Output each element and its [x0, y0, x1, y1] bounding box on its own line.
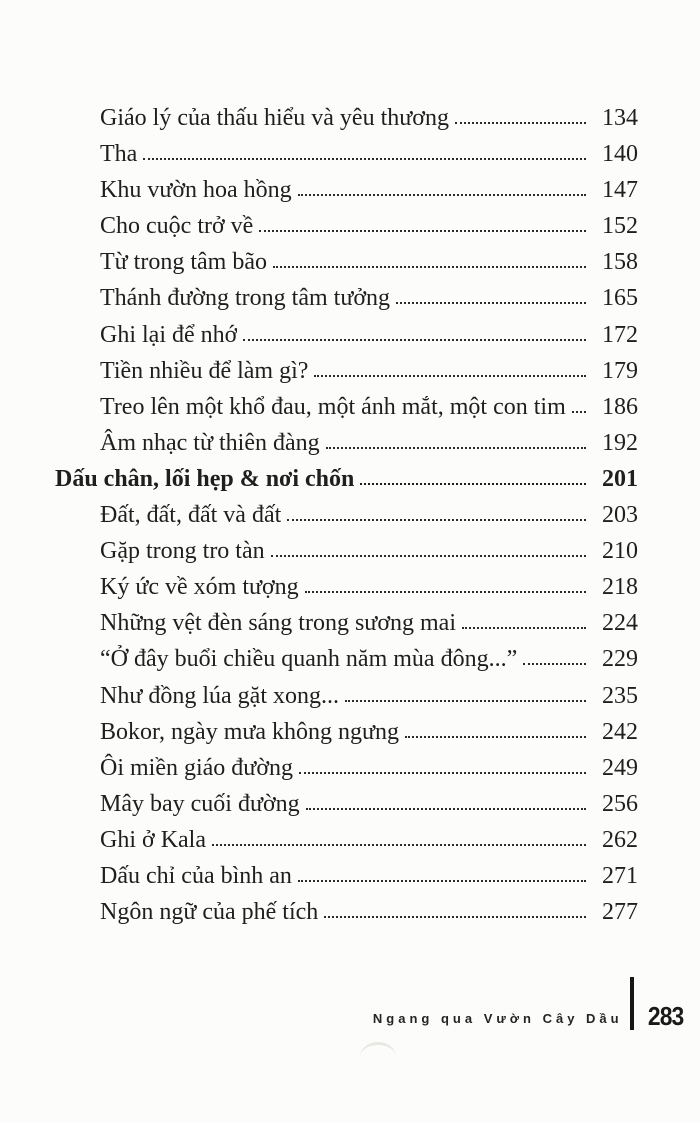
dot-leader: [324, 916, 586, 918]
toc-entry-page: 192: [602, 429, 638, 456]
toc-entry-title: Tiền nhiều để làm gì?: [100, 357, 309, 384]
dot-leader: [287, 519, 586, 521]
dot-leader: [306, 808, 586, 810]
dot-leader: [523, 663, 586, 665]
toc-entry-title: Ghi ở Kala: [100, 826, 206, 853]
toc-entry-title: Như đồng lúa gặt xong...: [100, 682, 339, 709]
toc-entry: [55, 425, 638, 461]
toc-entry: [55, 894, 638, 930]
toc-entry-page: 186: [602, 393, 638, 420]
footer-divider: [630, 977, 634, 1030]
table-of-contents: [55, 100, 638, 930]
toc-entry-title: Tha: [100, 141, 138, 168]
toc-entry-page: 218: [602, 574, 638, 601]
toc-entry: [55, 461, 638, 497]
toc-entry-page: 201: [602, 465, 638, 492]
dot-leader: [298, 880, 586, 882]
dot-leader: [455, 122, 586, 124]
toc-entry: [55, 569, 638, 605]
toc-entry-page: 224: [602, 610, 638, 637]
dot-leader: [299, 772, 586, 774]
toc-entry-page: 140: [602, 141, 638, 168]
toc-entry-title: Treo lên một khổ đau, một ánh mắt, một con tim: [100, 393, 566, 420]
toc-entry-page: 229: [602, 646, 638, 673]
dot-leader: [273, 266, 586, 268]
toc-entry: [55, 533, 638, 569]
toc-entry-page: 277: [602, 899, 638, 926]
toc-entry-page: 271: [602, 862, 638, 889]
toc-entry: [55, 280, 638, 316]
toc-entry-page: 256: [602, 790, 638, 817]
toc-entry-page: 210: [602, 538, 638, 565]
toc-entry: [55, 389, 638, 425]
running-title: Ngang qua Vườn Cây Dầu: [372, 1011, 623, 1026]
toc-entry-page: 262: [602, 826, 638, 853]
dot-leader: [396, 302, 586, 304]
dot-leader: [314, 375, 586, 377]
toc-entry-title: Ký ức về xóm tượng: [100, 574, 299, 601]
toc-entry-page: 152: [602, 213, 638, 240]
toc-entry: [55, 605, 638, 641]
toc-entry-title: Giáo lý của thấu hiểu và yêu thương: [100, 105, 449, 131]
toc-entry-title: Dấu chỉ của bình an: [100, 862, 292, 889]
toc-entry-title: “Ở đây buổi chiều quanh năm mùa đông...”: [100, 646, 518, 673]
toc-entry-page: 172: [602, 321, 638, 348]
toc-entry-page: 134: [602, 105, 638, 131]
toc-entry: [55, 136, 638, 172]
toc-entry: [55, 858, 638, 894]
page-footer: [373, 977, 683, 1030]
toc-entry: [55, 244, 638, 280]
toc-entry-title: Khu vườn hoa hồng: [100, 177, 292, 204]
dot-leader: [572, 411, 586, 413]
dot-leader: [212, 844, 586, 846]
toc-entry-title: Gặp trong tro tàn: [100, 538, 265, 565]
toc-entry: [55, 317, 638, 353]
toc-entry-title: Ôi miền giáo đường: [100, 754, 294, 781]
toc-entry: [55, 678, 638, 714]
dot-leader: [143, 158, 586, 160]
dot-leader: [462, 627, 586, 629]
toc-entry: [55, 100, 638, 136]
toc-entry-page: 147: [602, 177, 638, 204]
toc-entry-page: 158: [602, 249, 638, 276]
toc-entry: [55, 786, 638, 822]
toc-entry-page: 203: [602, 502, 638, 529]
toc-entry-title: Từ trong tâm bão: [100, 249, 267, 276]
toc-entry-title: Ghi lại để nhớ: [100, 321, 238, 348]
toc-entry-title: Thánh đường trong tâm tưởng: [100, 285, 391, 312]
toc-entry-title: Đất, đất, đất và đất: [100, 502, 282, 529]
toc-entry: [55, 353, 638, 389]
toc-entry-page: 249: [602, 754, 638, 781]
toc-entry: [55, 822, 638, 858]
toc-entry-title: Những vệt đèn sáng trong sương mai: [100, 610, 456, 637]
toc-entry: [55, 714, 638, 750]
toc-entry-title: Bokor, ngày mưa không ngưng: [100, 718, 400, 745]
dot-leader: [271, 555, 586, 557]
scan-artifact: [360, 1042, 396, 1057]
dot-leader: [305, 591, 586, 593]
toc-entry: [55, 641, 638, 677]
dot-leader: [243, 339, 586, 341]
dot-leader: [326, 447, 586, 449]
page-number: 283: [647, 1001, 683, 1031]
dot-leader: [259, 230, 586, 232]
toc-entry-title: Ngôn ngữ của phế tích: [100, 899, 319, 926]
toc-entry-title: Âm nhạc từ thiên đàng: [100, 429, 320, 456]
toc-entry: [55, 208, 638, 244]
dot-leader: [405, 736, 586, 738]
toc-entry: [55, 750, 638, 786]
toc-entry-page: 179: [602, 357, 638, 384]
toc-entry-page: 165: [602, 285, 638, 312]
dot-leader: [360, 483, 586, 485]
toc-entry-title: Dấu chân, lối hẹp & nơi chốn: [55, 465, 355, 492]
toc-entry-page: 235: [602, 682, 638, 709]
toc-entry-title: Mây bay cuối đường: [100, 790, 300, 817]
toc-entry: [55, 172, 638, 208]
toc-entry-title: Cho cuộc trở về: [100, 213, 254, 240]
dot-leader: [345, 700, 586, 702]
dot-leader: [298, 194, 586, 196]
toc-entry: [55, 497, 638, 533]
toc-entry-page: 242: [602, 718, 638, 745]
